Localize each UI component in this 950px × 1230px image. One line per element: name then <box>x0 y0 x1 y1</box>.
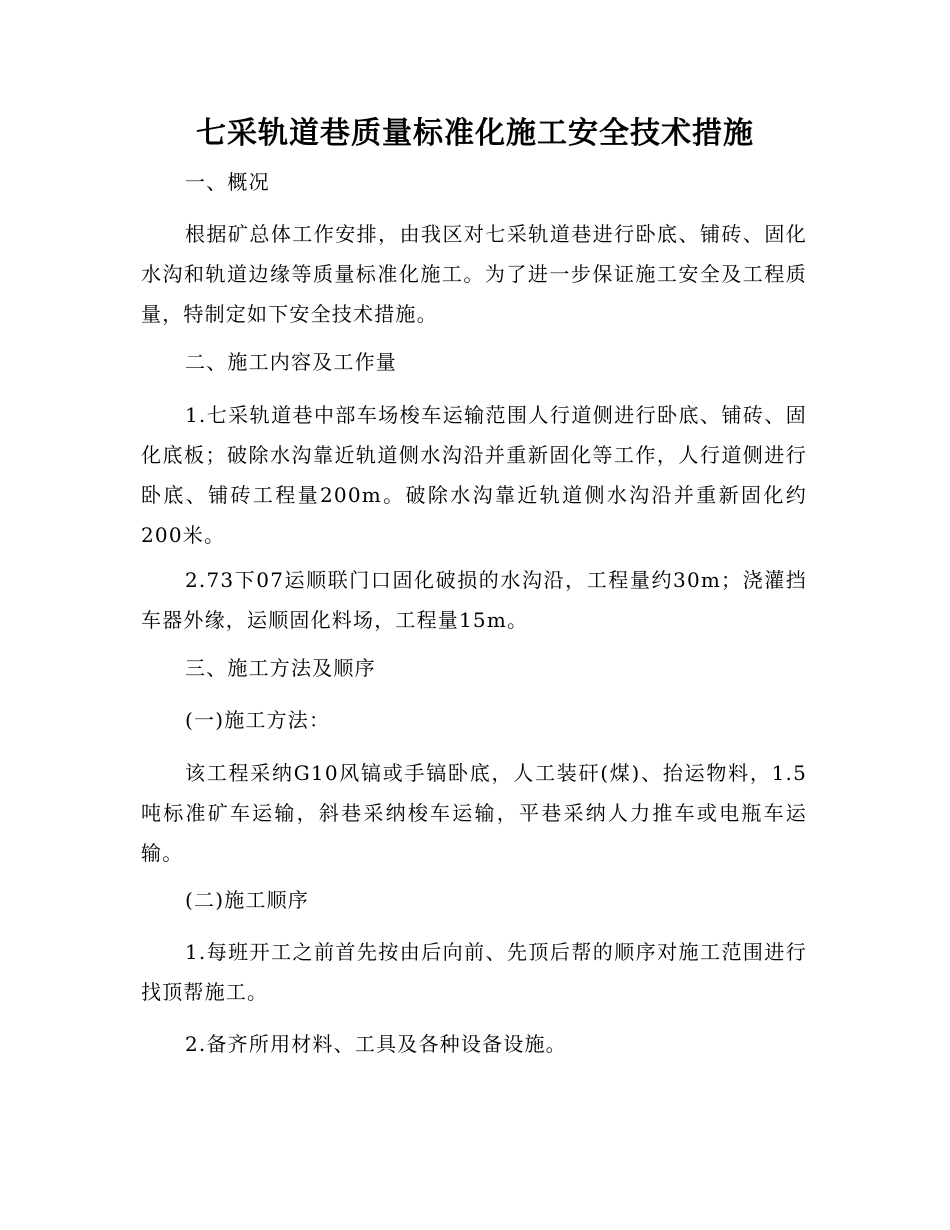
content-item-1: 1.七采轨道巷中部车场梭车运输范围人行道侧进行卧底、铺砖、固化底板；破除水沟靠近轨道侧水沟沿并重新固化等工作，人行道侧进行卧底、铺砖工程量200m。破除水沟靠近轨道侧水沟沿并重新固化约200米。 <box>141 403 807 547</box>
order-item-2: 2.备齐所用材料、工具及各种设备设施。 <box>185 1032 567 1056</box>
section-heading-content: 二、施工内容及工作量 <box>185 350 397 374</box>
order-item-1: 1.每班开工之前首先按由后向前、先顶后帮的顺序对施工范围进行找顶帮施工。 <box>141 940 807 1004</box>
subheading-method: (一)施工方法： <box>185 708 331 732</box>
section-heading-overview: 一、概况 <box>185 170 270 194</box>
method-paragraph: 该工程采纳G10风镐或手镐卧底，人工装矸(煤)、抬运物料，1.5吨标准矿车运输，斜巷采纳梭车运输，平巷采纳人力推车或电瓶车运输。 <box>141 761 807 865</box>
document-title: 七采轨道巷质量标准化施工安全技术措施 <box>196 116 754 151</box>
subheading-order: (二)施工顺序 <box>185 888 310 912</box>
overview-paragraph: 根据矿总体工作安排，由我区对七采轨道巷进行卧底、铺砖、固化水沟和轨道边缘等质量标准化施工。为了进一步保证施工安全及工程质量，特制定如下安全技术措施。 <box>141 222 807 326</box>
section-heading-method-order: 三、施工方法及顺序 <box>185 656 376 680</box>
content-item-2: 2.73下07运顺联门口固化破损的水沟沿，工程量约30m；浇灌挡车器外缘，运顺固化料场，工程量15m。 <box>141 568 807 632</box>
